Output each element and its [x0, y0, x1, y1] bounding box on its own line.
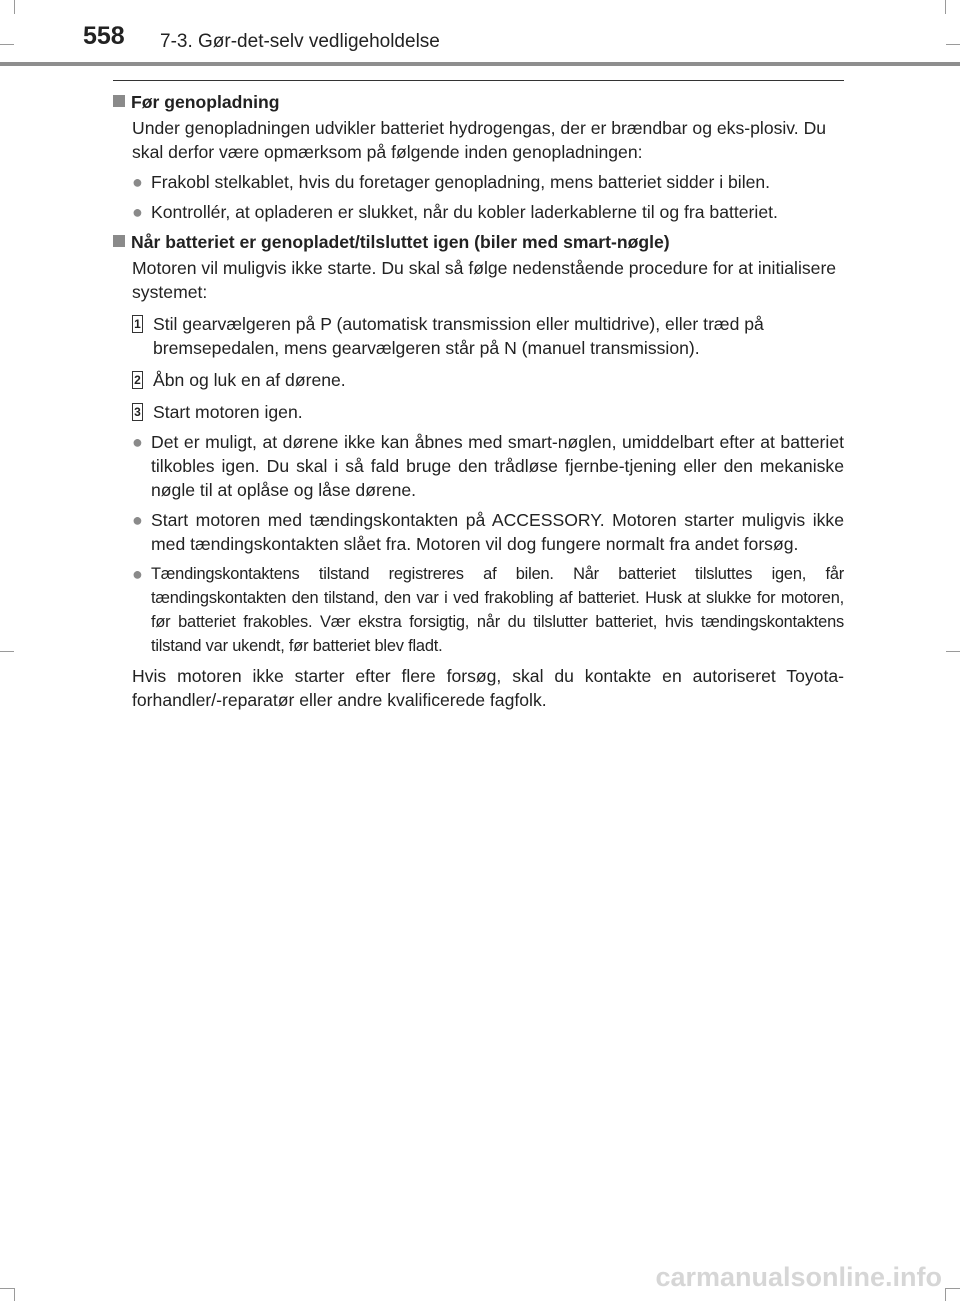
crop-mark	[0, 651, 14, 652]
crop-mark	[946, 1288, 960, 1289]
round-bullet-icon: ●	[132, 202, 143, 222]
section-title: 7-3. Gør-det-selv vedligeholdelse	[160, 31, 440, 52]
crop-mark	[0, 44, 14, 45]
step-number: 1	[132, 315, 143, 333]
round-bullet-icon: ●	[132, 564, 143, 584]
step-number: 2	[132, 371, 143, 389]
watermark: carmanualsonline.info	[655, 1262, 942, 1292]
list-item: ● Det er muligt, at dørene ikke kan åbnes med smart-nøglen, umiddelbart efter at batteriet tilkobles igen. Du skal i så fald bruge den trådløse fjernbe-tjening eller den mekaniske nøgle til at oplåse og låse dørene.	[132, 432, 844, 500]
crop-mark	[945, 0, 946, 14]
heading-after-charging: Når batteriet er genopladet/tilsluttet igen (biler med smart-nøgle)	[113, 230, 844, 254]
crop-mark	[946, 651, 960, 652]
round-bullet-icon: ●	[132, 510, 143, 530]
header-divider	[0, 62, 960, 66]
paragraph: Hvis motoren ikke starter efter flere forsøg, skal du kontakte en autoriseret Toyota-forhandler/-reparatør eller andre kvalificerede fagfolk.	[132, 666, 844, 710]
list-item: ● Tændingskontaktens tilstand registreres af bilen. Når batteriet tilsluttes igen, får tændingskontakten den tilstand, den var i ved frakobling af batteriet. Husk at slukke for motoren, før batteriet frakobles. Vær ekstra forsigtig, når du tilslutter batteriet, hvis tændingskontaktens tilstand var ukendt, før batteriet blev fladt.	[132, 562, 844, 658]
round-bullet-icon: ●	[132, 432, 143, 452]
page-body	[113, 90, 844, 712]
paragraph: Under genopladningen udvikler batteriet hydrogengas, der er brændbar og eks-plosiv. Du skal derfor være opmærksom på følgende inden genopladningen:	[132, 118, 827, 162]
paragraph: Motoren vil muligvis ikke starte. Du skal så følge nedenstående procedure for at initialisere systemet:	[132, 258, 837, 302]
page-number: 558	[83, 22, 125, 50]
list-item: ● Frakobl stelkablet, hvis du foretager genopladning, mens batteriet sidder i bilen.	[132, 172, 771, 192]
step-item: 3 Start motoren igen.	[132, 400, 844, 424]
step-item: 2 Åbn og luk en af dørene.	[132, 368, 844, 392]
round-bullet-icon: ●	[132, 172, 143, 192]
square-bullet-icon	[113, 95, 125, 107]
crop-mark	[14, 1288, 15, 1301]
list-item: ● Start motoren med tændingskontakten på ACCESSORY. Motoren starter muligvis ikke med tændingskontakten slået fra. Motoren vil dog fungere normalt fra andet forsøg.	[132, 510, 844, 554]
crop-mark	[946, 44, 960, 45]
step-number: 3	[132, 403, 143, 421]
content-top-rule	[113, 80, 844, 81]
heading-before-charging: Før genopladning	[113, 90, 844, 114]
crop-mark	[945, 1288, 946, 1301]
crop-mark	[14, 0, 15, 14]
list-item: ● Kontrollér, at opladeren er slukket, når du kobler laderkablerne til og fra batteriet.	[132, 202, 778, 222]
step-item: 1 Stil gearvælgeren på P (automatisk transmission eller multidrive), eller træd på bremsepedalen, mens gearvælgeren står på N (manuel transmission).	[132, 312, 844, 360]
square-bullet-icon	[113, 235, 125, 247]
crop-mark	[0, 1288, 14, 1289]
